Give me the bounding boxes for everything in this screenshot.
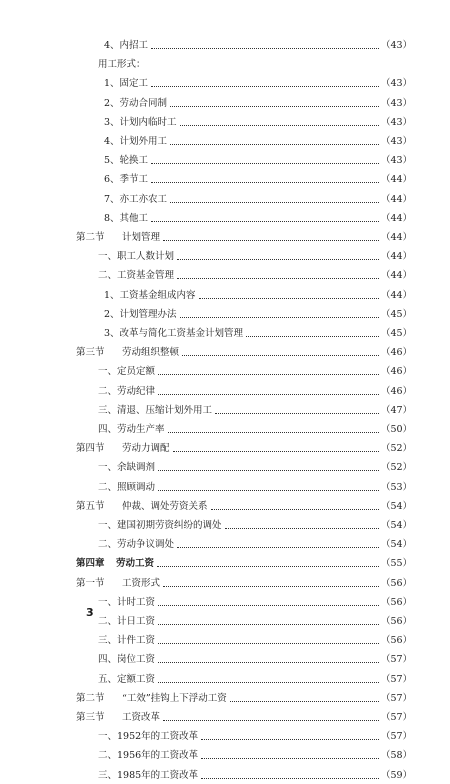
entry-title: 8、其他工 xyxy=(104,211,149,227)
dot-leader xyxy=(163,576,379,587)
entry-title: 二、1956年的工资改革 xyxy=(98,748,199,764)
entry-title: 五、定额工资 xyxy=(98,672,156,688)
page-ref: （55） xyxy=(381,558,413,570)
dot-leader xyxy=(157,556,379,567)
entry-title: 工资形式 xyxy=(122,576,161,592)
page-ref: （44） xyxy=(381,174,413,186)
page-ref: （57） xyxy=(381,712,413,723)
page-ref: （44） xyxy=(381,289,413,301)
toc-entry xyxy=(0,556,450,572)
toc-entry xyxy=(0,422,450,438)
dot-leader xyxy=(158,595,379,606)
dot-leader xyxy=(215,403,379,414)
entry-title: 三、1985年的工资改革 xyxy=(98,768,199,784)
entry-title: 三、清退、压缩计划外用工 xyxy=(98,403,213,419)
page-ref: （58） xyxy=(381,750,413,762)
toc-entry xyxy=(0,614,450,630)
dot-leader xyxy=(225,518,379,529)
toc-entry xyxy=(0,115,450,131)
page-ref: （44） xyxy=(381,270,413,282)
toc-entry xyxy=(0,364,450,380)
dot-leader xyxy=(158,614,379,625)
toc-entry xyxy=(0,268,450,284)
toc-entry xyxy=(0,460,450,476)
toc-entry xyxy=(0,307,450,323)
page-ref: （54） xyxy=(381,539,413,551)
entry-title: 1、工资基金组成内容 xyxy=(104,288,197,304)
dot-leader xyxy=(201,768,379,779)
entry-title: “工效”挂钩上下浮动工资 xyxy=(122,691,228,707)
toc-entry xyxy=(0,96,450,112)
toc-entry xyxy=(0,652,450,668)
page-ref: （56） xyxy=(381,635,413,647)
page-ref: （57） xyxy=(381,731,413,743)
entry-title: 7、亦工亦农工 xyxy=(104,192,168,208)
toc-entry xyxy=(0,230,450,246)
dot-leader xyxy=(246,326,379,337)
toc-entry xyxy=(0,288,450,304)
entry-title: 3、改革与简化工资基金计划管理 xyxy=(104,326,244,342)
dot-leader xyxy=(163,710,379,721)
toc-entry xyxy=(0,768,450,784)
page-ref: （46） xyxy=(381,385,413,397)
dot-leader xyxy=(230,691,379,702)
entry-title: 二、照顾调动 xyxy=(98,480,156,496)
page-ref: （52） xyxy=(381,462,413,474)
toc-entry xyxy=(0,499,450,515)
entry-title: 二、劳动争议调处 xyxy=(98,537,175,553)
dot-leader xyxy=(170,134,379,145)
page-ref: （54） xyxy=(381,520,413,531)
dot-leader xyxy=(151,153,379,164)
page-ref: （57） xyxy=(381,692,413,704)
toc-entry xyxy=(0,691,450,707)
entry-title: 工资改革 xyxy=(122,710,161,726)
section-number: 第二节 xyxy=(76,232,105,243)
dot-leader xyxy=(158,652,379,663)
entry-title: 一、1952年的工资改革 xyxy=(98,729,199,745)
toc-entry xyxy=(0,480,450,496)
dot-leader xyxy=(158,672,379,683)
toc-entry xyxy=(0,595,450,611)
page-ref: （46） xyxy=(381,366,413,378)
entry-title: 2、计划管理办法 xyxy=(104,307,178,323)
dot-leader xyxy=(199,288,379,299)
dot-leader xyxy=(173,441,379,452)
entry-title: 劳动工资 xyxy=(116,556,155,572)
page-ref: （47） xyxy=(381,404,413,416)
page-ref: （59） xyxy=(381,769,413,781)
section-number: 第一节 xyxy=(76,577,105,589)
page-ref: （50） xyxy=(381,424,413,435)
toc-entry xyxy=(0,729,450,745)
page-ref: （43） xyxy=(381,40,413,51)
dot-leader xyxy=(158,633,379,644)
entry-title: 1、固定工 xyxy=(104,76,149,92)
page-ref: （44） xyxy=(381,232,413,243)
section-number: 第四节 xyxy=(76,443,105,455)
dot-leader xyxy=(158,460,379,471)
dot-leader xyxy=(180,307,379,318)
dot-leader xyxy=(177,249,379,260)
dot-leader xyxy=(177,268,379,279)
chapter-number: 第四章 xyxy=(76,558,105,570)
section-number: 第二节 xyxy=(76,692,105,704)
dot-leader xyxy=(201,729,379,740)
page-ref: （43） xyxy=(381,116,413,128)
page-ref: （43） xyxy=(381,97,413,109)
toc-entry xyxy=(0,192,450,208)
entry-title: 劳动力调配 xyxy=(122,441,171,457)
entry-title: 四、岗位工资 xyxy=(98,652,156,668)
dot-leader xyxy=(170,192,379,203)
dot-leader xyxy=(211,499,379,510)
dot-leader xyxy=(177,537,379,548)
toc-entry xyxy=(0,384,450,400)
dot-leader xyxy=(158,480,379,491)
toc-entry xyxy=(0,441,450,457)
entry-title: 6、季节工 xyxy=(104,172,149,188)
toc-entry xyxy=(0,576,450,592)
toc-entry xyxy=(0,172,450,188)
dot-leader xyxy=(168,422,379,433)
page-ref: （57） xyxy=(381,673,413,685)
toc-entry xyxy=(0,672,450,688)
page-ref: （56） xyxy=(381,616,413,627)
entry-title: 二、劳动纪律 xyxy=(98,384,156,400)
toc-entry xyxy=(0,153,450,169)
entry-title: 计划管理 xyxy=(122,230,161,246)
toc-entry xyxy=(0,326,450,342)
dot-leader xyxy=(158,364,379,375)
toc-entry xyxy=(0,249,450,265)
dot-leader xyxy=(151,38,379,49)
toc-entry xyxy=(0,211,450,227)
page-ref: （43） xyxy=(381,78,413,90)
entry-title: 4、计划外用工 xyxy=(104,134,168,150)
dot-leader xyxy=(158,384,379,395)
entry-title: 4、内招工 xyxy=(104,38,149,54)
page-ref: （44） xyxy=(381,212,413,224)
dot-leader xyxy=(151,211,379,222)
page-ref: （45） xyxy=(381,328,413,339)
dot-leader xyxy=(151,172,379,183)
entry-title: 一、计时工资 xyxy=(98,595,156,611)
page-ref: （43） xyxy=(381,136,413,147)
section-number: 第三节 xyxy=(76,712,105,723)
toc-entry xyxy=(0,345,450,361)
dot-leader xyxy=(170,96,379,107)
toc-entry xyxy=(0,38,450,54)
toc-entry xyxy=(0,403,450,419)
page-ref: （56） xyxy=(381,577,413,589)
dot-leader xyxy=(151,76,379,87)
entry-title: 2、劳动合同制 xyxy=(104,96,168,112)
entry-title: 劳动组织整顿 xyxy=(122,345,180,361)
entry-title: 一、余缺调剂 xyxy=(98,460,156,476)
entry-title: 用工形式： xyxy=(98,57,147,73)
entry-title: 四、劳动生产率 xyxy=(98,422,166,438)
page-ref: （52） xyxy=(381,443,413,455)
entry-title: 仲裁、调处劳资关系 xyxy=(122,499,209,515)
dot-leader xyxy=(180,115,379,126)
section-number: 第五节 xyxy=(76,500,105,512)
page-ref: （43） xyxy=(381,155,413,167)
dot-leader xyxy=(182,345,379,356)
entry-title: 三、计件工资 xyxy=(98,633,156,649)
toc-entry xyxy=(0,518,450,534)
page-number: 3 xyxy=(86,606,94,619)
page-ref: （53） xyxy=(381,481,413,493)
section-number: 第三节 xyxy=(76,347,105,359)
toc-entry xyxy=(0,134,450,150)
toc-entry xyxy=(0,748,450,764)
page-ref: （56） xyxy=(381,596,413,608)
entry-title: 一、建国初期劳资纠纷的调处 xyxy=(98,518,223,534)
page-ref: （44） xyxy=(381,193,413,205)
page-ref: （46） xyxy=(381,347,413,359)
entry-title: 二、工资基金管理 xyxy=(98,268,175,284)
toc-entry xyxy=(0,537,450,553)
dot-leader xyxy=(201,748,379,759)
page-ref: （44） xyxy=(381,251,413,263)
entry-title: 5、轮换工 xyxy=(104,153,149,169)
toc-entry xyxy=(0,57,450,73)
toc-entry xyxy=(0,633,450,649)
toc-entry xyxy=(0,76,450,92)
dot-leader xyxy=(163,230,379,241)
entry-title: 3、计划内临时工 xyxy=(104,115,178,131)
page-ref: （54） xyxy=(381,500,413,512)
entry-title: 一、定员定额 xyxy=(98,364,156,380)
toc-entry xyxy=(0,710,450,726)
page-ref: （57） xyxy=(381,654,413,666)
page-ref: （45） xyxy=(381,308,413,320)
entry-title: 二、计日工资 xyxy=(98,614,156,630)
entry-title: 一、职工人数计划 xyxy=(98,249,175,265)
